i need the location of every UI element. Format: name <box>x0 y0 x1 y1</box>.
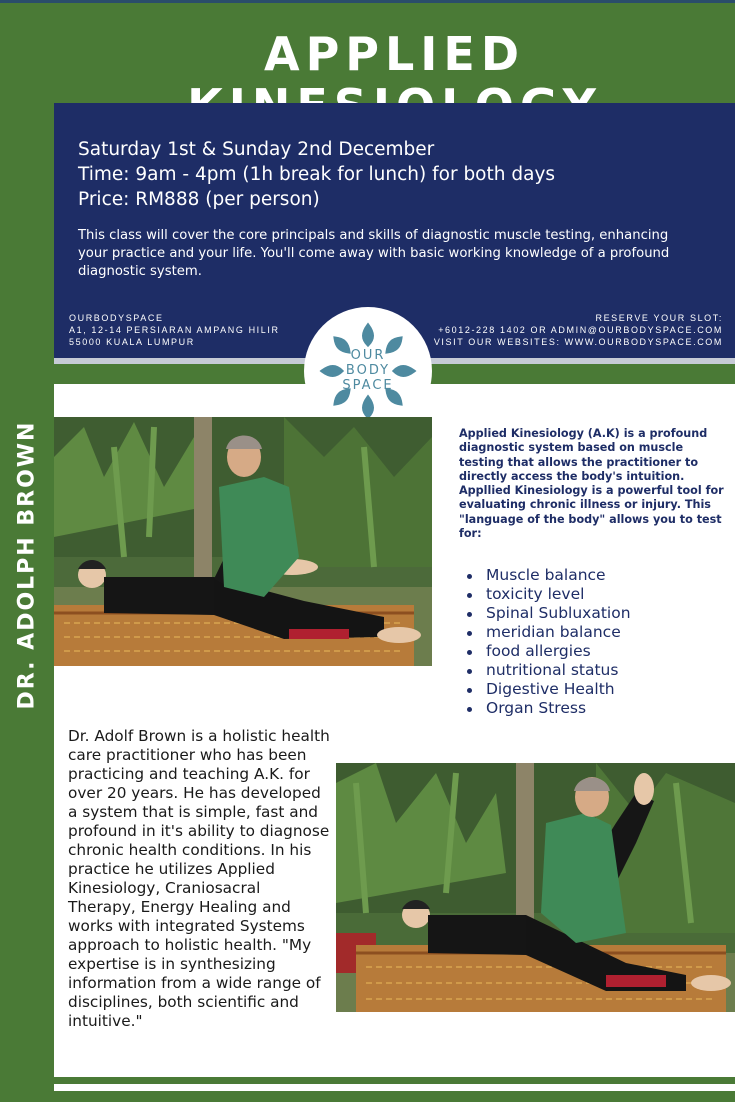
footer-stripe <box>54 1084 735 1091</box>
address-line-3: 55000 KUALA LUMPUR <box>69 337 195 347</box>
contact-line-3: VISIT OUR WEBSITES: WWW.OURBODYSPACE.COM <box>433 337 723 347</box>
page-title: APPLIED <box>263 27 526 81</box>
logo-text-1: OUR <box>350 348 386 363</box>
list-item: toxicity level <box>467 585 631 604</box>
event-description: This class will cover the core principals and skills of diagnostic muscle testing, enhancing your practice and your life. You'll come away with basic working knowledge of a profound diagnostic system. <box>78 228 670 279</box>
event-price: Price: RM888 (per person) <box>78 189 320 210</box>
list-item: Organ Stress <box>467 699 631 718</box>
logo-text-3: SPACE <box>342 378 394 393</box>
list-item: Muscle balance <box>467 566 631 585</box>
address-line-2: A1, 12-14 PERSIARAN AMPANG HILIR <box>69 325 280 335</box>
address-line-1: OURBODYSPACE <box>69 313 164 323</box>
event-time: Time: 9am - 4pm (1h break for lunch) for both days <box>78 164 556 185</box>
list-item: Digestive Health <box>467 680 631 699</box>
event-dates: Saturday 1st & Sunday 2nd December <box>78 139 435 160</box>
sidebar-name: DR. ADOLPH BROWN <box>14 420 40 710</box>
list-item: Spinal Subluxation <box>467 604 631 623</box>
list-item: meridian balance <box>467 623 631 642</box>
address-block <box>69 312 280 348</box>
ak-intro-text: Applied Kinesiology (A.K) is a profound diagnostic system based on muscle testing that allows the practitioner to directly access the body's intuition. Appllied Kinesiology is a powerful tool for evaluating chronic illness or injury. This "language of the body" allows you to test for: <box>459 427 724 541</box>
contact-block <box>434 312 723 348</box>
contact-line-1: RESERVE YOUR SLOT: <box>595 313 723 323</box>
test-list <box>467 566 631 718</box>
top-border <box>0 0 735 3</box>
logo <box>304 307 432 435</box>
list-item: nutritional status <box>467 661 631 680</box>
doctor-bio: Dr. Adolf Brown is a holistic health care practitioner who has been practicing and teaching A.K. for over 20 years. He has developed a system that is simple, fast and profound in it's ability to diagnose chronic health conditions. In his practice he utilizes Applied Kinesiology, Craniosacral Therapy, Energy Healing and works with integrated Systems approach to holistic health. "My expertise is in synthesizing information from a wide range of disciplines, both scientific and intuitive." <box>68 727 330 1030</box>
logo-text-2: BODY <box>345 363 391 378</box>
photo-treatment-1 <box>54 417 432 666</box>
photo-treatment-2 <box>336 763 735 1012</box>
list-item: food allergies <box>467 642 631 661</box>
contact-line-2: +6012-228 1402 OR ADMIN@OURBODYSPACE.COM <box>438 325 723 335</box>
